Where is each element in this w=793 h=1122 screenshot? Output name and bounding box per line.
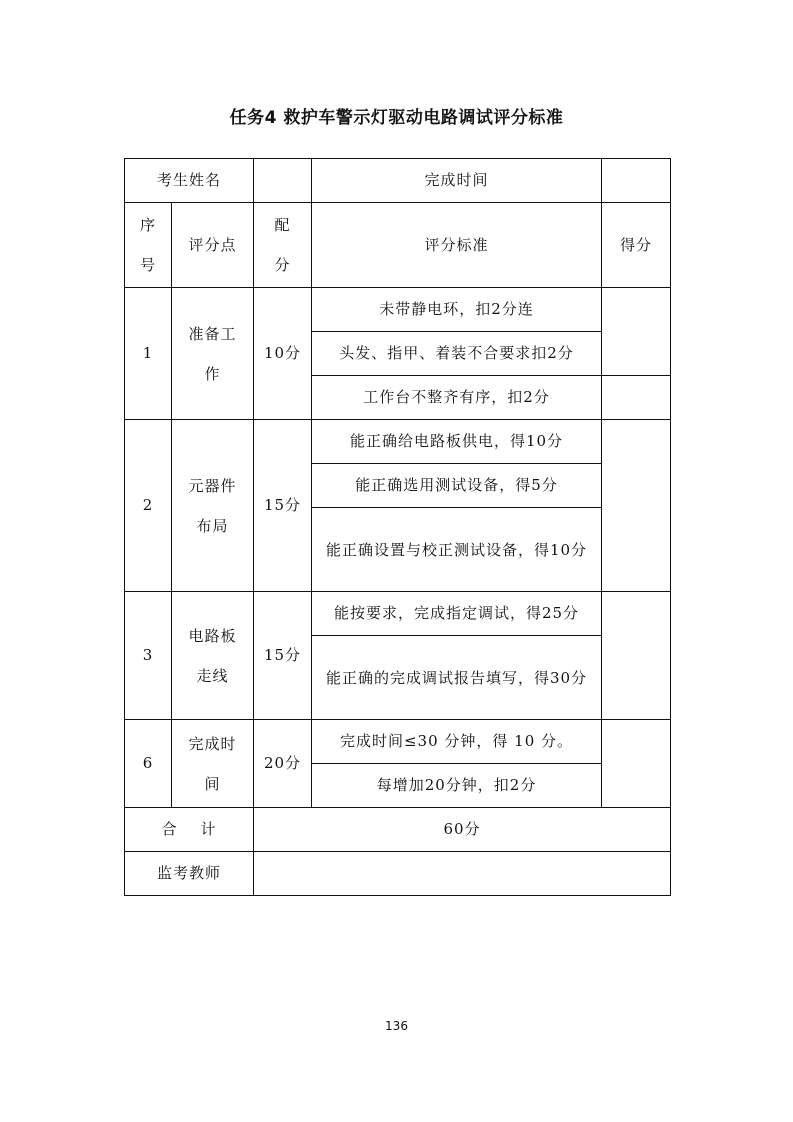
examinee-value	[254, 159, 312, 203]
criterion: 头发、指甲、着装不合要求扣2分	[312, 332, 602, 376]
row-point: 元器件布局	[172, 420, 254, 592]
col-result-header: 得分	[602, 203, 671, 288]
header-row-info	[125, 159, 671, 203]
row-seq: 3	[125, 592, 172, 720]
col-score-header: 配分	[254, 203, 312, 288]
row-result	[602, 720, 671, 808]
time-label: 完成时间	[312, 159, 602, 203]
criterion: 未带静电环，扣2分连	[312, 288, 602, 332]
criterion: 工作台不整齐有序，扣2分	[312, 376, 602, 420]
row-seq: 6	[125, 720, 172, 808]
table-row	[125, 592, 671, 636]
page-title: 任务4 救护车警示灯驱动电路调试评分标准	[229, 108, 564, 128]
table-row	[125, 720, 671, 764]
row-result	[602, 592, 671, 720]
total-value: 60分	[254, 808, 671, 852]
criterion: 能正确给电路板供电，得10分	[312, 420, 602, 464]
row-result	[602, 288, 671, 376]
total-label: 合 计	[125, 808, 254, 852]
table-row	[125, 420, 671, 464]
col-point-header: 评分点	[172, 203, 254, 288]
row-point: 准备工作	[172, 288, 254, 420]
criterion: 完成时间≤30 分钟，得 10 分。	[312, 720, 602, 764]
row-seq: 2	[125, 420, 172, 592]
row-result-extra	[602, 376, 671, 420]
row-seq: 1	[125, 288, 172, 420]
supervisor-value	[254, 852, 671, 896]
row-score: 10分	[254, 288, 312, 420]
examinee-label: 考生姓名	[125, 159, 254, 203]
scoring-table	[124, 158, 671, 896]
criterion: 能按要求，完成指定调试，得25分	[312, 592, 602, 636]
row-score: 15分	[254, 420, 312, 592]
time-value	[602, 159, 671, 203]
row-score: 20分	[254, 720, 312, 808]
row-result	[602, 420, 671, 592]
table-row	[125, 288, 671, 332]
criterion: 能正确的完成调试报告填写，得30分	[312, 636, 602, 720]
page-number: 136	[385, 1019, 408, 1033]
criterion: 能正确设置与校正测试设备，得10分	[312, 508, 602, 592]
supervisor-label: 监考教师	[125, 852, 254, 896]
header-row-columns	[125, 203, 671, 288]
col-standard-header: 评分标准	[312, 203, 602, 288]
criterion: 每增加20分钟，扣2分	[312, 764, 602, 808]
criterion: 能正确选用测试设备，得5分	[312, 464, 602, 508]
row-point: 电路板走线	[172, 592, 254, 720]
col-seq-header: 序号	[125, 203, 172, 288]
row-score: 15分	[254, 592, 312, 720]
total-row	[125, 808, 671, 852]
row-point: 完成时间	[172, 720, 254, 808]
supervisor-row	[125, 852, 671, 896]
